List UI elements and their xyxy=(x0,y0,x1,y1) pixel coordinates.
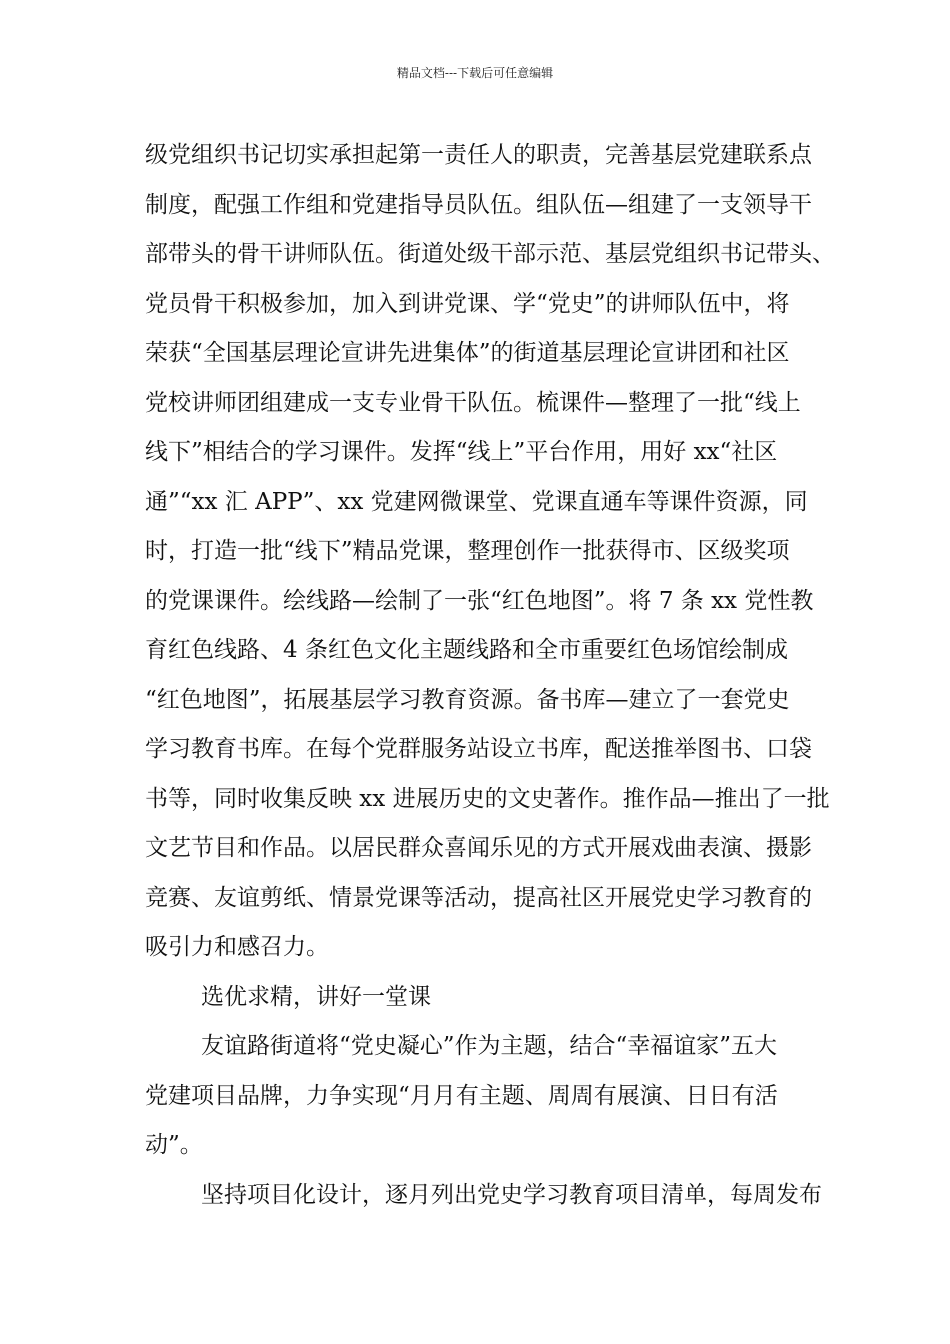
text-line: 吸引力和感召力。 xyxy=(145,934,329,960)
text-line: 竞赛、友谊剪纸、情景党课等活动，提高社区开展党史学习教育的 xyxy=(145,884,812,911)
text-line: 育红色线路、4 条红色文化主题线路和全市重要红色场馆绘制成 xyxy=(145,637,788,663)
text-line: 制度，配强工作组和党建指导员队伍。组队伍—组建了一支领导干 xyxy=(145,191,812,218)
heading-line: 选优求精，讲好一堂课 xyxy=(201,983,431,1010)
text-line: 坚持项目化设计，逐月列出党史学习教育项目清单，每周发布 xyxy=(201,1181,822,1208)
section-heading xyxy=(145,973,825,1023)
text-line: 党建项目品牌，力争实现“月月有主题、周周有展演、日日有活 xyxy=(145,1082,778,1109)
text-line: 荣获“全国基层理论宣讲先进集体”的街道基层理论宣讲团和社区 xyxy=(145,340,790,366)
text-line: “红色地图”，拓展基层学习教育资源。备书库—建立了一套党史 xyxy=(145,686,790,713)
text-line: 级党组织书记切实承担起第一责任人的职责，完善基层党建联系点 xyxy=(145,142,812,168)
text-line: 文艺节目和作品。以居民群众喜闻乐见的方式开展戏曲表演、摄影 xyxy=(145,835,812,861)
paragraph-2 xyxy=(145,1022,825,1171)
text-line: 通”“xx 汇 APP”、xx 党建网微课堂、党课直通车等课件资源，同 xyxy=(145,488,808,515)
text-line: 友谊路街道将“党史凝心”作为主题，结合“幸福谊家”五大 xyxy=(201,1033,778,1059)
text-line: 的党课课件。绘线路—绘制了一张“红色地图”。将 7 条 xx 党性教 xyxy=(145,587,814,614)
text-line: 线下”相结合的学习课件。发挥“线上”平台作用，用好 xx“社区 xyxy=(145,439,778,465)
text-line: 党员骨干积极参加，加入到讲党课、学“党史”的讲师队伍中，将 xyxy=(145,290,790,317)
text-line: 动”。 xyxy=(145,1132,203,1158)
page-header: 精品文档---下载后可任意编辑 xyxy=(396,66,554,80)
paragraph-1 xyxy=(145,131,835,973)
text-line: 部带头的骨干讲师队伍。街道处级干部示范、基层党组织书记带头、 xyxy=(145,241,835,267)
paragraph-3 xyxy=(145,1171,825,1221)
text-line: 书等，同时收集反映 xx 进展历史的文史著作。推作品—推出了一批 xyxy=(145,785,830,812)
text-line: 学习教育书库。在每个党群服务站设立书库，配送推举图书、口袋 xyxy=(145,736,812,762)
document-body xyxy=(145,131,835,1220)
text-line: 党校讲师团组建成一支专业骨干队伍。梳课件—整理了一批“线上 xyxy=(145,389,801,416)
text-line: 时，打造一批“线下”精品党课，整理创作一批获得市、区级奖项 xyxy=(145,538,790,564)
